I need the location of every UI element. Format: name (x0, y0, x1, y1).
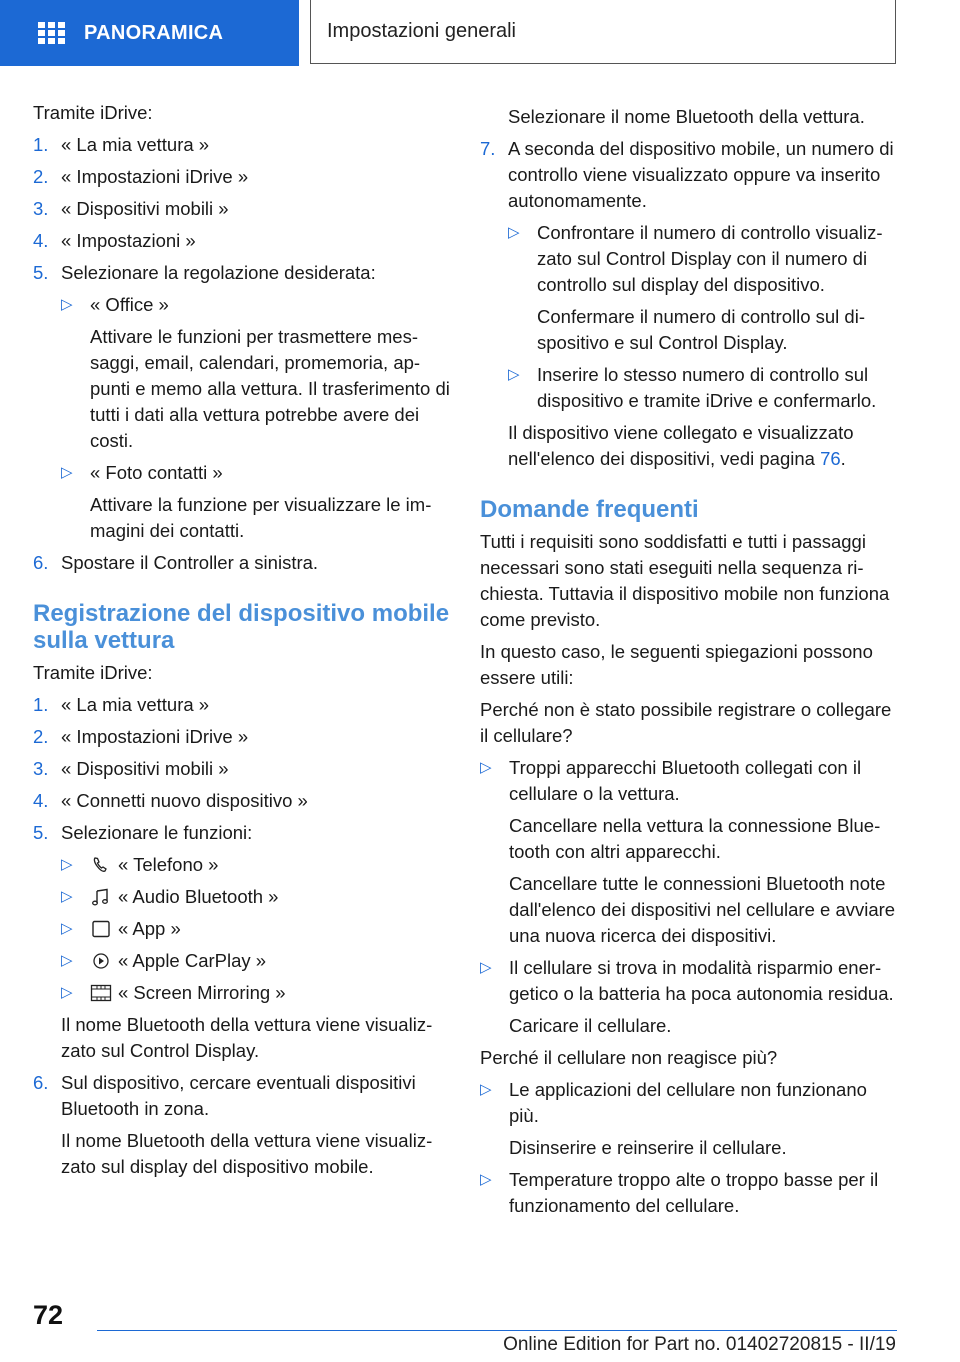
overview-tab[interactable] (0, 0, 299, 66)
triangle-bullet-icon: ▷ (61, 920, 73, 937)
step-item (33, 692, 453, 718)
step-text: « Dispositivi mobili » (61, 758, 229, 779)
step-item (33, 164, 453, 190)
step-item (480, 136, 900, 214)
function-item (61, 884, 453, 910)
overview-tab-label: PANORAMICA (84, 21, 224, 44)
footer-divider (97, 1330, 897, 1331)
answer-note: Disinserire e reinserire il cellulare. (509, 1137, 787, 1158)
heading-faq: Domande frequenti (480, 496, 699, 523)
step-text: « Dispositivi mobili » (61, 198, 229, 219)
step-text: « Impostazioni iDrive » (61, 726, 249, 747)
functions-list (61, 852, 453, 1006)
option-text: Inserire lo stesso numero di controllo sul dispositivo e tramite iDrive e confermarlo. (537, 364, 877, 411)
faq-answer (480, 1077, 900, 1161)
step-number: 2. (33, 166, 49, 187)
step-note: Il nome Bluetooth della vettura viene visualizzato sul display del dispositivo mobile. (61, 1130, 433, 1177)
option-text: Confrontare il numero di controllo visualizzato sul Control Display con il numero di controllo sul display del dispositivo. (537, 222, 883, 295)
continued-text: Selezionare il nome Bluetooth della vettura. (508, 106, 865, 127)
faq-paragraph-1: Tutti i requisiti sono soddisfatti e tutti i passaggi necessari sono stati eseguiti nella sequenza richiesta. Tuttavia il dispositivo mobile non funziona come previsto. (480, 531, 890, 630)
faq-answer (480, 755, 900, 949)
page-number: 72 (33, 1300, 64, 1330)
carplay-play-icon (90, 951, 112, 969)
faq-answer (480, 1167, 900, 1219)
triangle-bullet-icon: ▷ (61, 296, 73, 313)
option-contact-photos (61, 460, 453, 544)
screen-mirroring-icon (90, 983, 112, 1001)
step-number: 6. (33, 552, 49, 573)
step-number: 5. (33, 822, 49, 843)
function-item (61, 916, 453, 942)
edition-text: Online Edition for Part no. 01402720815 - II/19 (503, 1334, 896, 1355)
step-number: 3. (33, 198, 49, 219)
triangle-bullet-icon: ▷ (480, 959, 492, 976)
heading-registration: Registrazione del dispositivo mobile sulla vettura (33, 600, 450, 654)
function-item (61, 980, 453, 1006)
step7-option-enter (508, 362, 900, 414)
step-text: « La mia vettura » (61, 694, 210, 715)
triangle-bullet-icon: ▷ (61, 952, 73, 969)
option-note: Confermare il numero di controllo sul dispositivo e sul Control Display. (537, 306, 866, 353)
step-text: « Connetti nuovo dispositivo » (61, 790, 308, 811)
step5-note: Il nome Bluetooth della vettura viene visualizzato sul Control Display. (61, 1014, 433, 1061)
step-number: 3. (33, 758, 49, 779)
option-office-label: « Office » (90, 294, 169, 315)
option-office (61, 292, 453, 454)
app-square-icon (90, 919, 112, 937)
step-item (33, 724, 453, 750)
triangle-bullet-icon: ▷ (61, 856, 73, 873)
answer-text: Troppi apparecchi Bluetooth collegati con il cellulare o la vettura. (509, 757, 862, 804)
connected-text-end: . (840, 448, 846, 469)
step-number: 1. (33, 134, 49, 155)
step-number: 5. (33, 262, 49, 283)
step-text: Sul dispositivo, cercare eventuali dispositivi Bluetooth in zona. (61, 1072, 416, 1119)
faq-paragraph-2: In questo caso, le seguenti spiegazioni possono essere utili: (480, 641, 873, 688)
answer-text: Temperature troppo alte o troppo basse per il funzionamento del cellulare. (509, 1169, 879, 1216)
step7-option-compare (508, 220, 900, 356)
step-number: 7. (480, 138, 496, 159)
registration-steps-list (33, 692, 453, 846)
triangle-bullet-icon: ▷ (61, 464, 73, 481)
step-item (33, 550, 453, 576)
phone-icon (90, 855, 112, 873)
triangle-bullet-icon: ▷ (480, 759, 492, 776)
step-item (33, 132, 453, 158)
step-number: 4. (33, 790, 49, 811)
music-note-icon (90, 887, 112, 905)
step-text: « La mia vettura » (61, 134, 210, 155)
answer-text: Le applicazioni del cellulare non funzionano più. (509, 1079, 867, 1126)
triangle-bullet-icon: ▷ (508, 366, 520, 383)
step-text: « Impostazioni iDrive » (61, 166, 249, 187)
settings-steps-list (33, 132, 453, 286)
step-item (33, 788, 453, 814)
step-number: 6. (33, 1072, 49, 1093)
function-label: « Telefono » (118, 854, 219, 875)
step-item (33, 196, 453, 222)
step-item (33, 228, 453, 254)
right-column (480, 104, 900, 1225)
step-text: Selezionare la regolazione desiderata: (61, 262, 376, 283)
function-item (61, 948, 453, 974)
step-text: « Impostazioni » (61, 230, 196, 251)
triangle-bullet-icon: ▷ (480, 1171, 492, 1188)
function-label: « App » (118, 918, 181, 939)
step-number: 1. (33, 694, 49, 715)
step-item (33, 260, 453, 286)
step-number: 2. (33, 726, 49, 747)
step-text: A seconda del dispositivo mobile, un numero di controllo viene visualizzato oppure va inserito autonomamente. (508, 138, 894, 211)
triangle-bullet-icon: ▷ (61, 984, 73, 1001)
answer-text: Il cellulare si trova in modalità risparmio energetico o la batteria ha poca autonomia residua. (509, 957, 894, 1004)
option-contact-photos-label: « Foto contatti » (90, 462, 223, 483)
function-label: « Audio Bluetooth » (118, 886, 279, 907)
answer-note: Caricare il cellulare. (509, 1015, 672, 1036)
intro-text-2: Tramite iDrive: (33, 662, 153, 683)
option-office-desc: Attivare le funzioni per trasmettere messaggi, email, calendari, promemoria, appunti e memo alla vettura. Il trasferimento di tutti i dati alla vettura potrebbe avere dei costi. (90, 326, 450, 451)
step-item (33, 756, 453, 782)
triangle-bullet-icon: ▷ (61, 888, 73, 905)
function-label: « Apple CarPlay » (118, 950, 267, 971)
intro-text: Tramite iDrive: (33, 102, 153, 123)
left-column (33, 100, 453, 1186)
step-item (33, 820, 453, 846)
page-link[interactable]: 76 (820, 448, 841, 469)
step-text: Spostare il Controller a sinistra. (61, 552, 319, 573)
triangle-bullet-icon: ▷ (480, 1081, 492, 1098)
function-label: « Screen Mirroring » (118, 982, 286, 1003)
step-text: Selezionare le funzioni: (61, 822, 253, 843)
connected-text (480, 420, 900, 472)
section-title (310, 0, 896, 64)
faq-question-1: Perché non è stato possibile registrare o collegare il cellulare? (480, 699, 892, 746)
faq-answer (480, 955, 900, 1039)
faq-question-2: Perché il cellulare non reagisce più? (480, 1047, 778, 1068)
step-number: 4. (33, 230, 49, 251)
step-item (33, 1070, 453, 1180)
triangle-bullet-icon: ▷ (508, 224, 520, 241)
function-item (61, 852, 453, 878)
connected-text-body: Il dispositivo viene collegato e visualizzato nell'elenco dei dispositivi, vedi pagina (508, 422, 854, 469)
option-contact-photos-desc: Attivare la funzione per visualizzare le immagini dei contatti. (90, 494, 432, 541)
section-title-text: Impostazioni generali (327, 20, 516, 42)
answer-note: Cancellare nella vettura la connessione Bluetooth con altri apparecchi. (509, 815, 881, 862)
grid-menu-icon (38, 22, 66, 44)
answer-note: Cancellare tutte le connessioni Bluetooth note dall'elenco dei dispositivi nel cellulare e avviare una nuova ricerca dei dispositivi. (509, 873, 896, 946)
